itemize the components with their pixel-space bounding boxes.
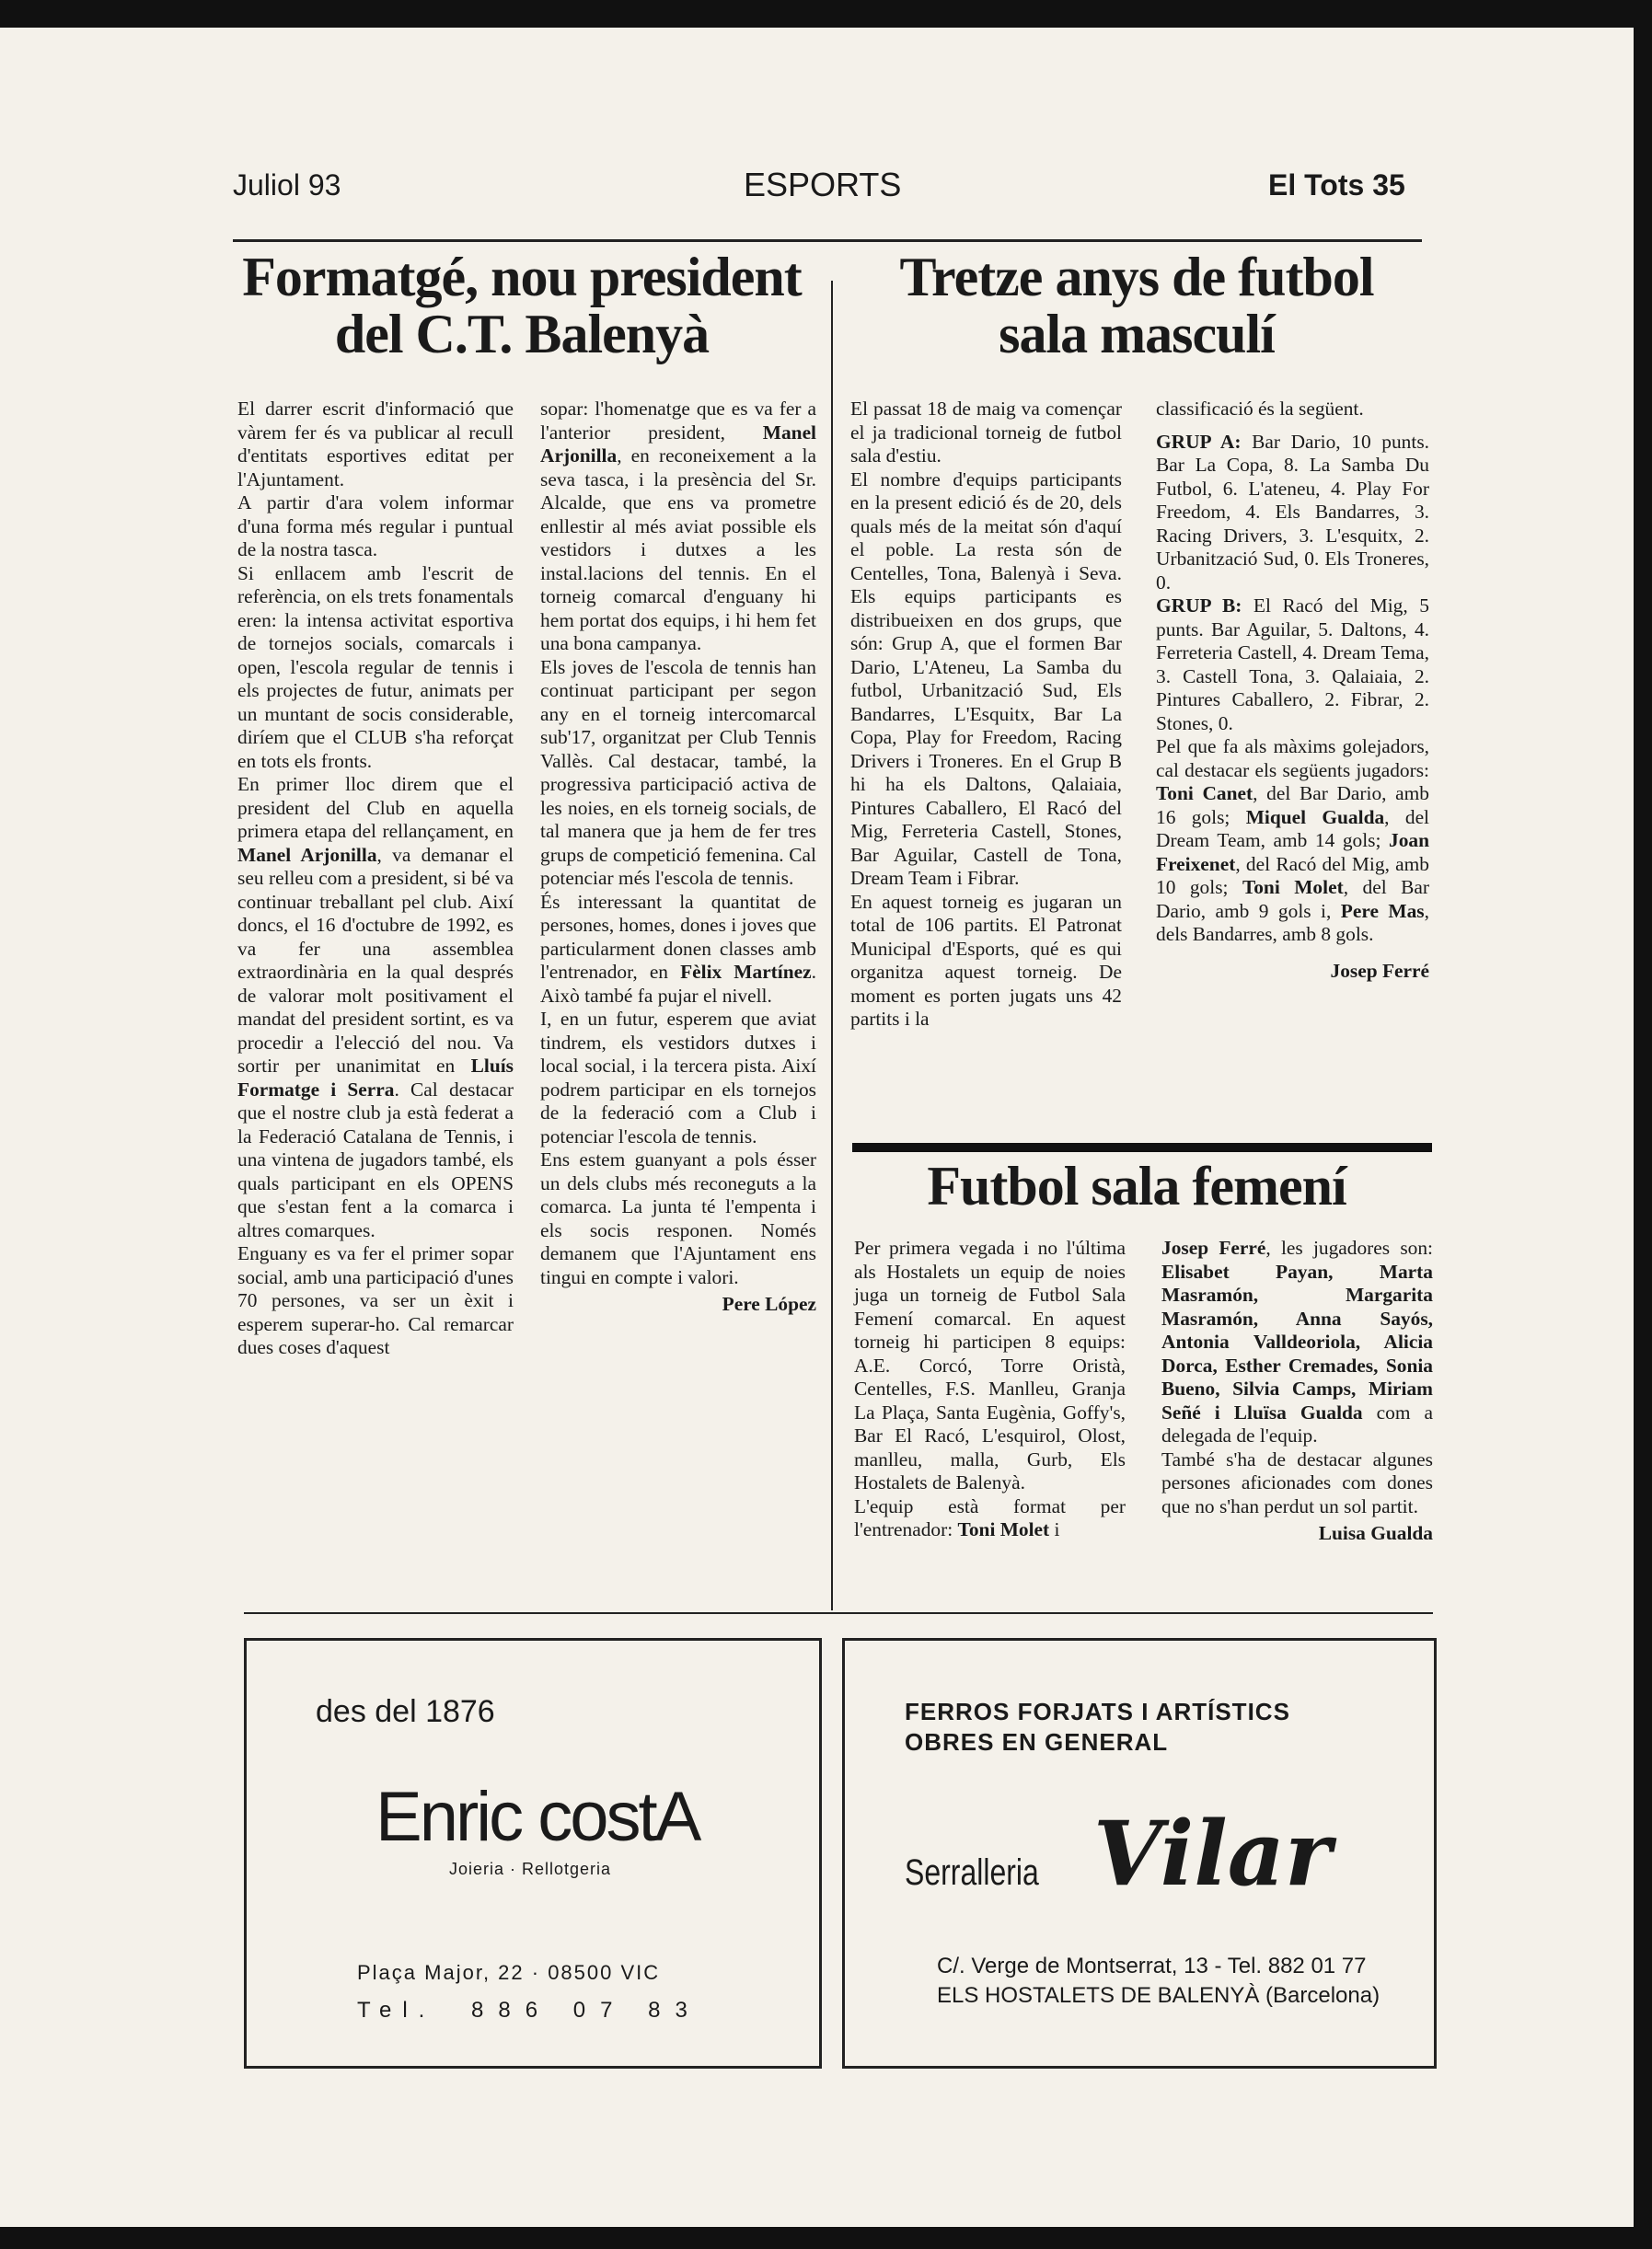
ad2-line1: FERROS FORJATS I ARTÍSTICS — [905, 1698, 1290, 1725]
ad-enric-costa — [244, 1638, 822, 2069]
paragraph: Ens estem guanyant a pols ésser un dels clubs més reconeguts a la comarca. La junta té l'empenta i els socis responen. Només demanem que l'Ajuntament ens tingui en compte i valori. — [540, 1148, 816, 1288]
ad2-address: C/. Verge de Montserrat, 13 - Tel. 882 01 77 — [937, 1954, 1367, 1978]
paragraph — [854, 1495, 1126, 1542]
paragraph: A partir d'ara volem informar d'una forma més regular i puntual de la nostra tasca. — [237, 491, 514, 560]
text: , va demanar el seu relleu com a president, si bé va continuar treballant pel club. Així doncs, el 16 d'octubre de 1992, es va fer una assemblea extraordinària en la qual després de valorar molt positivament el mandat del president sortint, es va procedir a l'elecció del nou. Va sortir per unanimitat en — [237, 843, 514, 1077]
paragraph: Els joves de l'escola de tennis han continuat participant per segon any en el torneig intercomarcal sub'17, organitzat per Club Tennis Vallès. Cal destacar, també, la progressiva participació activa de les noies, en els torneig socials, de tal manera que ja hem de fer tres grups de competició femenina. Cal potenciar més l'escola de tennis. — [540, 655, 816, 889]
article2-headline — [847, 248, 1427, 363]
ad2-logo: Vilar — [1093, 1802, 1332, 1906]
text: Pel que fa als màxims golejadors, cal destacar els següents jugadors: — [1156, 735, 1429, 781]
person-name: Manel Arjonilla — [540, 421, 816, 467]
paragraph: Enguany es va fer el primer sopar social, amb una participació d'unes 70 persones, va ser un èxit i esperem superar-ho. Cal remarcar dues coses d'aquest — [237, 1242, 514, 1358]
ad1-subtitle: Joieria · Rellotgeria — [449, 1860, 612, 1878]
player-name: Joan Freixenet — [1156, 829, 1429, 875]
text: És interessant la quantitat de persones, homes, dones i joves que particularment donen classes amb l'entrenador, en — [540, 890, 817, 983]
article3-headline: Futbol sala femení — [927, 1156, 1346, 1217]
text: , del Bar Dario, amb 16 gols; — [1156, 782, 1430, 828]
ad-serralleria-vilar — [842, 1638, 1437, 2069]
phone-number: 886 07 83 — [471, 1998, 702, 2023]
ad1-address: Plaça Major, 22 · 08500 VIC — [357, 1961, 661, 1984]
text: , del Dream Team, amb 14 gols; — [1156, 805, 1429, 851]
text: , dels Bandarres, amb 8 gols. — [1156, 899, 1429, 945]
newspaper-page — [0, 28, 1634, 2227]
person-name: Lluís Formatge i Serra — [237, 1055, 514, 1101]
article2-column1 — [850, 398, 1122, 1032]
person-name: Manel Arjonilla — [237, 843, 377, 866]
ad1-since: des del 1876 — [316, 1694, 495, 1729]
article2-title-line2: sala masculí — [999, 304, 1275, 364]
player-name: Miquel Gualda — [1245, 805, 1385, 828]
article1-column1 — [237, 398, 514, 1360]
paragraph: classificació és la següent. — [1156, 398, 1364, 420]
text: L'equip està format per l'entrenador: — [854, 1494, 1126, 1540]
person-name: Toni Molet — [957, 1518, 1050, 1540]
person-name: Josep Ferré — [1161, 1237, 1266, 1259]
article2-author: Josep Ferré — [1330, 959, 1429, 982]
article1-title-line1: Formatgé, nou president — [242, 247, 802, 307]
article3-author: Luisa Gualda — [1318, 1522, 1433, 1544]
article2-column2 — [1156, 398, 1429, 983]
text: com a delegada de l'equip. — [1161, 1401, 1433, 1447]
paragraph: Per primera vegada i no l'última als Hostalets un equip de noies juga un torneig de Futbol Sala Femení comarcal. En aquest torneig hi participen 8 equips: A.E. Corcó, Torre Oristà, Centelles, F.S. Manlleu, Granja La Plaça, Santa Eugènia, Goffy's, Bar El Racó, L'esquirol, Olost, manlleu, malla, Gurb, Els Hostalets de Balenyà. — [854, 1237, 1126, 1494]
paragraph — [540, 891, 816, 1009]
text: , del Bar Dario, amb 9 gols i, — [1156, 876, 1430, 922]
paragraph: El nombre d'equips participants en la present edició és de 20, dels quals més de la meitat són d'aquí el poble. La resta són de Centelles, Tona, Balenyà i Seva. Els equips participants es distribueixen en dos grups, que són: Grup A, que el formen Bar Dario, L'Ateneu, La Samba du futbol, Urbanització Sud, Els Bandarres, L'Esquitx, Bar La Copa, Play for Freedom, Racing Drivers i Troneres. En el Grup B hi ha els Daltons, Qalaiaia, Pintures Caballero, El Racó del Mig, Ferreteria Castell, Stones, Bar Aguilar, Castell de Tona, Dream Team i Fibrar. — [850, 467, 1122, 889]
ad1-phone — [357, 1998, 702, 2024]
text: . Això també fa pujar el nivell. — [540, 961, 816, 1007]
paragraph — [1161, 1237, 1433, 1448]
issue-date: Juliol 93 — [233, 168, 341, 202]
article1-headline — [232, 248, 812, 363]
player-name: Toni Molet — [1242, 876, 1344, 898]
label: GRUP B: — [1156, 594, 1242, 617]
label: GRUP A: — [1156, 430, 1242, 453]
ad2-serralleria: Serralleria — [905, 1852, 1039, 1893]
section-title: ESPORTS — [744, 166, 902, 203]
text: . Cal destacar que el nostre club ja està federat a la Federació Catalana de Tennis, i una vintena de jugadors també, els quals participant en els OPENS que s'estan fent a la comarca i altres comarques. — [237, 1078, 514, 1241]
article3-column1 — [854, 1237, 1126, 1542]
text: , en reconeixement a la seva tasca, i la presència del Sr. Alcalde, que ens va prometre enllestir al més aviat possible els vestidors i dutxes a les instal.lacions del tennis. En el torneig comarcal d'enguany hi hem portat dos equips, i hi hem fet una bona campanya. — [540, 444, 816, 654]
text: En primer lloc direm que el president del Club en aquella primera etapa del rellançament, en — [237, 773, 514, 842]
player-name: Toni Canet — [1156, 782, 1253, 804]
top-scorers — [1156, 735, 1429, 947]
text: sopar: l'homenatge que es va fer a l'anterior president, — [540, 398, 816, 444]
ads-rule — [244, 1612, 1433, 1614]
text: Bar Dario, 10 punts. Bar La Copa, 8. La Samba Du Futbol, 6. L'ateneu, 4. Play For Freedom, 4. Els Bandarres, 3. Racing Drivers, 3. L'esquitx, 2. Urbanització Sud, 0. Els Troneres, 0. — [1156, 430, 1429, 594]
group-b-results — [1156, 594, 1429, 735]
article3-column2 — [1161, 1237, 1433, 1546]
ad2-town: ELS HOSTALETS DE BALENYÀ (Barcelona) — [937, 1983, 1381, 2008]
text: , les jugadores son: — [1265, 1237, 1433, 1259]
article1-title-line2: del C.T. Balenyà — [334, 304, 710, 364]
page-number: El Tots 35 — [1268, 168, 1405, 202]
column-divider — [831, 281, 833, 1610]
player-name: Pere Mas — [1340, 899, 1425, 922]
article-separator-bar — [852, 1143, 1432, 1152]
paragraph — [540, 398, 816, 656]
players-list: Elisabet Payan, Marta Masramón, Margarita Masramón, Anna Sayós, Antonia Valldeoriola, Alicia Dorca, Esther Cremades, Sonia Bueno, Silvia Camps, Miriam Señé i Lluïsa Gualda — [1161, 1260, 1433, 1424]
ad1-logo: Enric costA — [375, 1778, 699, 1856]
group-a-results — [1156, 431, 1429, 595]
paragraph — [237, 773, 514, 1242]
label: Tel. — [357, 1998, 436, 2023]
person-name: Fèlix Martínez — [680, 961, 812, 983]
paragraph: El passat 18 de maig va començar el ja tradicional torneig de futbol sala d'estiu. — [850, 398, 1122, 467]
paragraph: En aquest torneig es jugaran un total de 106 partits. El Patronat Municipal d'Esports, qué es qui organitza aquest torneig. De moment es porten jugats uns 42 partits i la — [850, 890, 1122, 1030]
text: , del Racó del Mig, amb 10 gols; — [1156, 852, 1429, 898]
text: El Racó del Mig, 5 punts. Bar Aguilar, 5. Daltons, 4. Ferreteria Castell, 4. Dream Tema, 3. Castell Tona, 3. Qalaiaia, 2. Pintures Caballero, 2. Fibrar, 2. Stones, 0. — [1156, 594, 1429, 734]
ad2-line2: OBRES EN GENERAL — [905, 1728, 1169, 1756]
article2-title-line1: Tretze anys de futbol — [899, 247, 1374, 307]
article1-column2 — [540, 398, 816, 1317]
text: i — [1049, 1518, 1060, 1540]
paragraph: També s'ha de destacar algunes persones aficionades com dones que no s'han perdut un sol partit. — [1161, 1447, 1433, 1517]
paragraph: I, en un futur, esperem que aviat tindrem, els vestidors dutxes i local social, i la tercera pista. Així podrem participar en els tornejos de la federació com a Club i potenciar l'escola de tennis. — [540, 1008, 816, 1148]
paragraph: Si enllacem amb l'escrit de referència, on els trets fonamentals eren: la intensa activitat esportiva de tornejos socials, comarcals i open, l'escola regular de tennis i els projectes de futur, animats per un muntant de socis considerable, diríem que el CLUB s'ha reforçat en tots els fronts. — [237, 561, 514, 772]
article1-author: Pere López — [722, 1293, 816, 1315]
header-rule — [233, 239, 1422, 242]
paragraph: El darrer escrit d'informació que vàrem fer és va publicar al recull d'entitats esportives editat per l'Ajuntament. — [237, 398, 514, 490]
